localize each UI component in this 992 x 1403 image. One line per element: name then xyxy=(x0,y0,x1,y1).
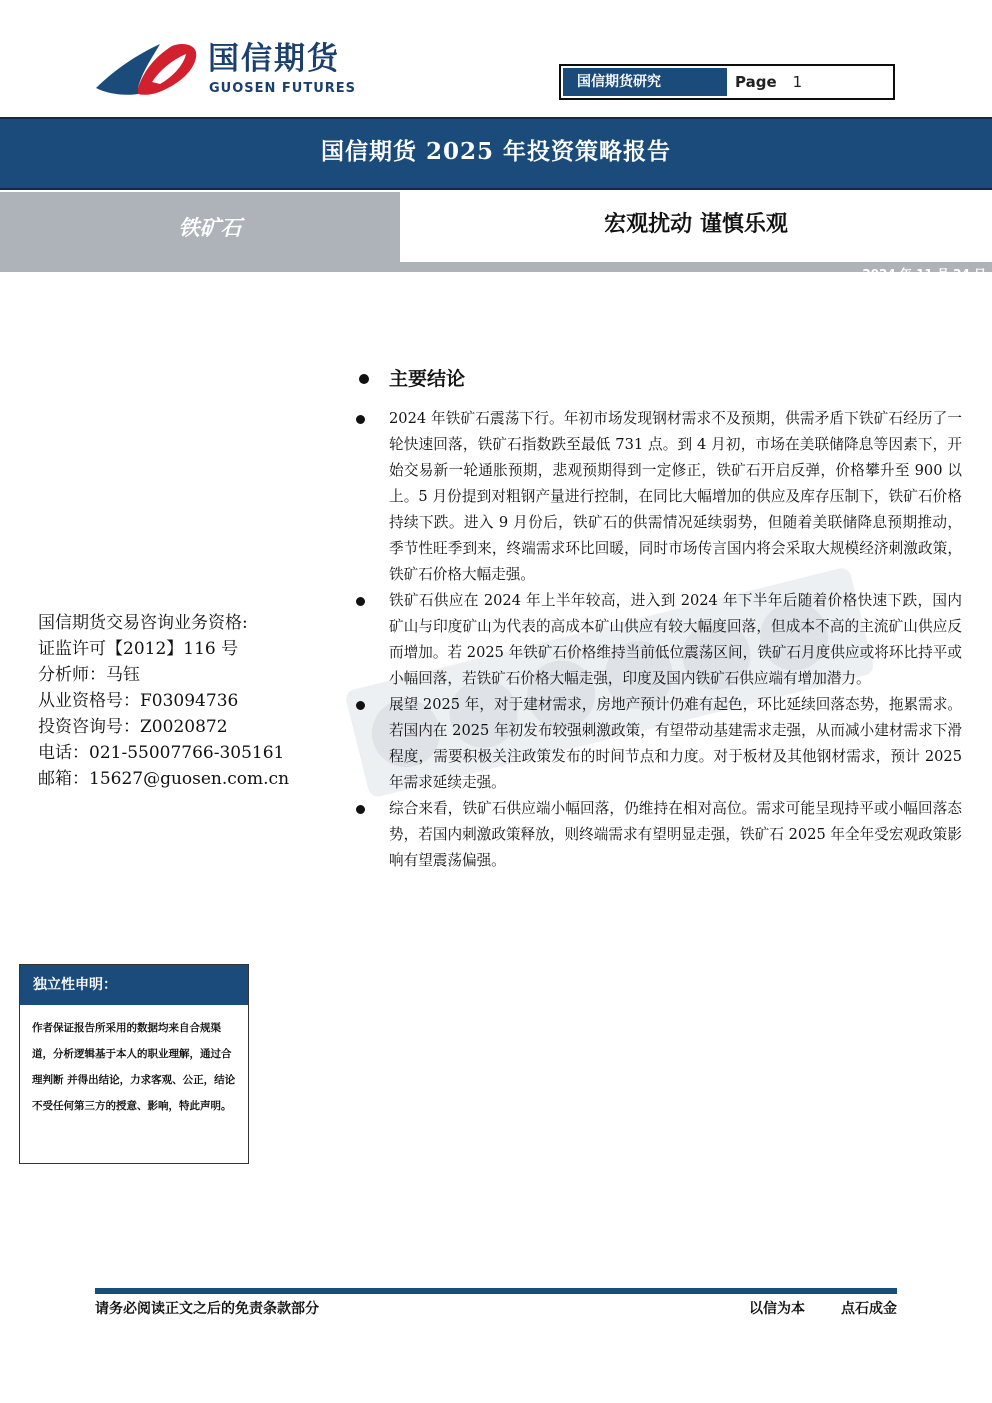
bullet-icon xyxy=(356,701,365,710)
footer-slogans xyxy=(600,1298,897,1320)
section-title: 主要结论 xyxy=(389,368,466,390)
practice-number: 从业资格号：F03094736 xyxy=(38,691,239,711)
report-title: 国信期货 2025 年投资策略报告 xyxy=(320,138,672,165)
disclosure-box xyxy=(19,964,249,1164)
report-date: 2024 年 11 月 24 日 xyxy=(862,267,986,281)
conclusion-text: 综合来看，铁矿石供应端小幅回落，仍维持在相对高位。需求可能呈现持平或小幅回落态势，若国内刺激政策释放，则终端需求有望明显走强，铁矿石 2025 年全年受宏观政策影响有望震荡偏强。 xyxy=(389,800,962,869)
conclusion-item xyxy=(352,692,962,796)
analyst-name: 分析师：马钰 xyxy=(38,665,140,685)
bullet-icon xyxy=(356,415,365,424)
footer-divider xyxy=(95,1288,897,1294)
advisory-number: 投资咨询号：Z0020872 xyxy=(38,717,228,737)
brand-name-cn: 国信期货 xyxy=(208,41,340,77)
page-number: 1 xyxy=(792,73,803,91)
report-category: 铁矿石 xyxy=(178,215,242,240)
conclusion-text: 2024 年铁矿石震荡下行。年初市场发现钢材需求不及预期，供需矛盾下铁矿石经历了一轮快速回落，铁矿石指数跌至最低 731 点。到 4 月初，市场在美联储降息等因素下，开始交易新一轮通胀预期，悲观预期得到一定修正，铁矿石开启反弹，价格攀升至 900 以上。5 月份提到对粗钢产量进行控制，在同比大幅增加的供应及库存压制下，铁矿石价格持续下跌。进入 9 月份后，铁矿石的供需情况延续弱势，但随着美联储降息预期推动，季节性旺季到来，终端需求环比回暖，同时市场传言国内将会采取大规模经济刺激政策，铁矿石价格大幅走强。 xyxy=(389,410,962,583)
bullet-icon xyxy=(356,805,365,814)
conclusion-item xyxy=(352,796,962,874)
page-indicator xyxy=(735,68,802,96)
section-bullet-icon xyxy=(359,374,369,384)
conclusion-item xyxy=(352,588,962,692)
research-label: 国信期货研究 xyxy=(563,68,727,96)
conclusion-item xyxy=(352,406,962,588)
page-label: Page xyxy=(735,73,777,91)
analyst-phone: 电话：021-55007766-305161 xyxy=(38,743,285,763)
conclusion-text: 展望 2025 年，对于建材需求，房地产预计仍难有起色，环比延续回落态势，拖累需求。若国内在 2025 年初发布较强刺激政策，有望带动基建需求走强，从而减小建材需求下滑程度，需要积极关注政策发布的时间节点和力度。对于板材及其他钢材需求，预计 2025 年需求延续走强。 xyxy=(389,696,962,791)
analyst-email: 邮箱：15627@guosen.com.cn xyxy=(38,769,290,789)
header-label-box xyxy=(559,64,895,100)
disclosure-title: 独立性申明： xyxy=(20,965,248,1005)
report-headline: 宏观扰动 谨慎乐观 xyxy=(604,211,788,237)
qualification-label: 国信期货交易咨询业务资格: xyxy=(38,613,248,633)
conclusion-list xyxy=(352,406,962,874)
analyst-info xyxy=(38,610,289,792)
footer-notice: 请务必阅读正文之后的免责条款部分 xyxy=(95,1301,319,1317)
conclusion-text: 铁矿石供应在 2024 年上半年较高，进入到 2024 年下半年后随着价格快速下跌，国内矿山与印度矿山为代表的高成本矿山供应有较大幅度回落，但成本不高的主流矿山供应反而增加。若 2025 年铁矿石价格维持当前低位震荡区间，铁矿石月度供应或将环比持平或小幅回落，若铁矿石价格大幅走强，印度及国内铁矿石供应端有增加潜力。 xyxy=(389,592,962,687)
footer-slogan: 以信为本 xyxy=(749,1301,805,1317)
footer-slogan: 点石成金 xyxy=(841,1301,897,1317)
disclosure-body: 作者保证报告所采用的数据均来自合规渠道，分析逻辑基于本人的职业理解，通过合理判断 并得出结论，力求客观、公正，结论不受任何第三方的授意、影响，特此声明。 xyxy=(32,1022,236,1112)
guosen-logo-icon xyxy=(94,38,198,100)
brand-name-en: GUOSEN FUTURES xyxy=(209,81,357,96)
license-number: 证监许可【2012】116 号 xyxy=(38,639,239,659)
bullet-icon xyxy=(356,597,365,606)
